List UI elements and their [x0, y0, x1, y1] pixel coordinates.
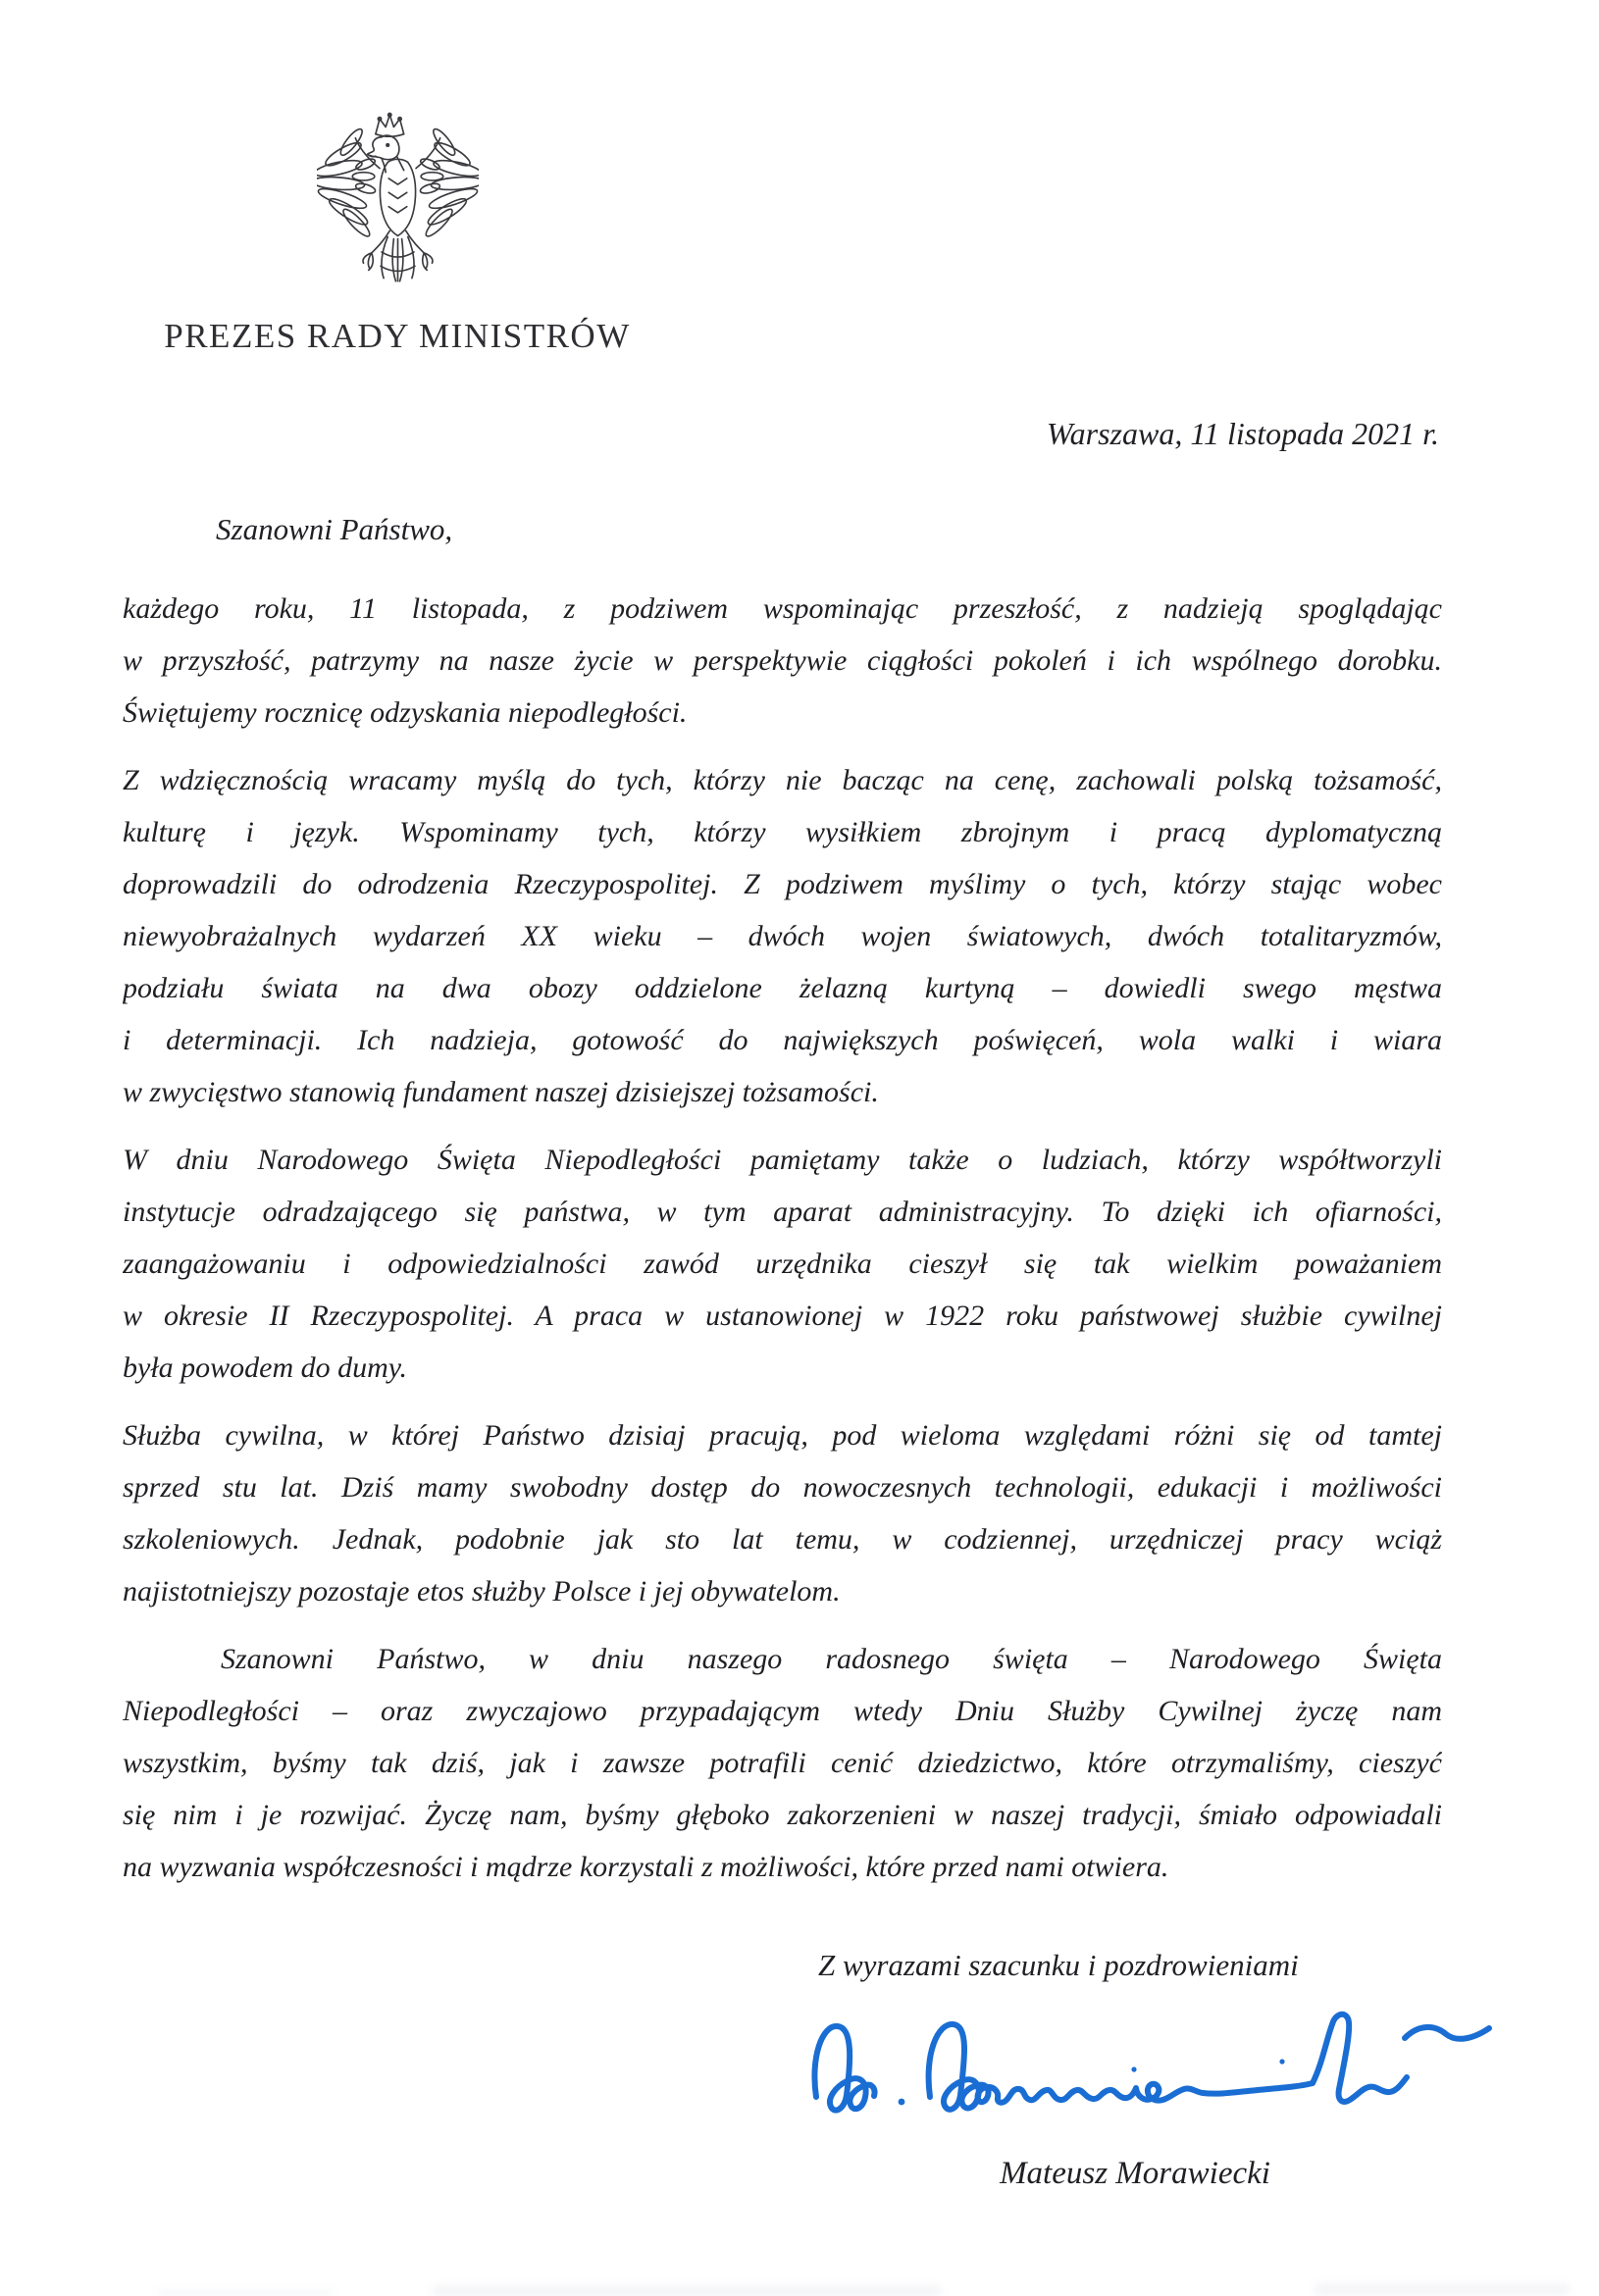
body-line: na wyzwania współczesności i mądrze korzystali z możliwości, które przed nami otwiera. — [123, 1851, 1169, 1883]
body-line: kulturę i język. Wspominamy tych, którzy wysiłkiem zbrojnym i pracą dyplomatyczną — [123, 816, 1442, 848]
scan-artifact — [1315, 2283, 1570, 2296]
body-line: Służba cywilna, w której Państwo dzisiaj pracują, pod wieloma względami różni się od tamtej — [123, 1419, 1442, 1452]
date-line: Warszawa, 11 listopada 2021 r. — [1046, 416, 1439, 451]
letterhead-title: PREZES RADY MINISTRÓW — [164, 317, 631, 355]
body-line: w okresie II Rzeczypospolitej. A praca w ustanowionej w 1922 roku państwowej służbie cywilnej — [123, 1300, 1442, 1332]
signatory-name: Mateusz Morawiecki — [1000, 2156, 1270, 2191]
body-line: doprowadzili do odrodzenia Rzeczypospolitej. Z podziwem myślimy o tych, którzy stając wobec — [123, 868, 1442, 900]
body-line: się nim i je rozwijać. Życzę nam, byśmy głęboko zakorzenieni w naszej tradycji, śmiało odpowiadali — [123, 1799, 1442, 1831]
paragraph-4 — [123, 1409, 1442, 1617]
body-line: Niepodległości – oraz zwyczajowo przypadającym wtedy Dniu Służby Cywilnej życzę nam — [123, 1695, 1442, 1727]
letter-body — [123, 583, 1442, 1909]
letterhead — [152, 110, 643, 356]
paragraph-5 — [123, 1633, 1442, 1893]
scan-artifact — [432, 2285, 942, 2296]
body-line: W dniu Narodowego Święta Niepodległości pamiętamy także o ludziach, którzy współtworzyli — [123, 1144, 1442, 1176]
body-line: wszystkim, byśmy tak dziś, jak i zawsze potrafili cenić dziedzictwo, które otrzymaliśmy, cieszyć — [123, 1747, 1442, 1779]
polish-eagle-icon — [317, 110, 479, 291]
body-line: szkoleniowych. Jednak, podobnie jak sto lat temu, w codziennej, urzędniczej pracy wciąż — [123, 1523, 1442, 1556]
body-line: była powodem do dumy. — [123, 1352, 407, 1384]
body-line: sprzed stu lat. Dziś mamy swobodny dostęp do nowoczesnych technologii, edukacji i możliwości — [123, 1471, 1442, 1504]
body-line: i determinacji. Ich nadzieja, gotowość do największych poświęceń, wola walki i wiara — [123, 1024, 1442, 1056]
body-line: w zwycięstwo stanowią fundament naszej dzisiejszej tożsamości. — [123, 1076, 879, 1108]
body-line: instytucje odradzającego się państwa, w tym aparat administracyjny. To dzięki ich ofiarności, — [123, 1196, 1442, 1228]
body-line: Szanowni Państwo, w dniu naszego radosnego święta – Narodowego Święta — [221, 1643, 1442, 1675]
paragraph-3 — [123, 1134, 1442, 1394]
body-line: zaangażowaniu i odpowiedzialności zawód urzędnika cieszył się tak wielkim poważaniem — [123, 1248, 1442, 1280]
body-line: Z wdzięcznością wracamy myślą do tych, którzy nie bacząc na cenę, zachowali polską tożsamość, — [123, 764, 1442, 796]
paragraph-2 — [123, 754, 1442, 1118]
body-line: podziału świata na dwa obozy oddzielone żelazną kurtyną – dowiedli swego męstwa — [123, 972, 1442, 1004]
valediction: Z wyrazami szacunku i pozdrowieniami — [818, 1948, 1299, 1982]
body-line: w przyszłość, patrzymy na nasze życie w perspektywie ciągłości pokoleń i ich wspólnego dorobku. — [123, 644, 1442, 677]
paragraph-1 — [123, 583, 1442, 739]
signature-scrawl — [806, 2001, 1522, 2128]
body-line: najistotniejszy pozostaje etos służby Polsce i jej obywatelom. — [123, 1575, 841, 1607]
body-line: niewyobrażalnych wydarzeń XX wieku – dwóch wojen światowych, dwóch totalitaryzmów, — [123, 920, 1442, 952]
salutation: Szanowni Państwo, — [216, 512, 453, 546]
body-line: Świętujemy rocznicę odzyskania niepodległości. — [123, 696, 688, 729]
body-line: każdego roku, 11 listopada, z podziwem wspominając przeszłość, z nadzieją spoglądając — [123, 592, 1442, 625]
scan-artifact — [157, 2289, 334, 2296]
